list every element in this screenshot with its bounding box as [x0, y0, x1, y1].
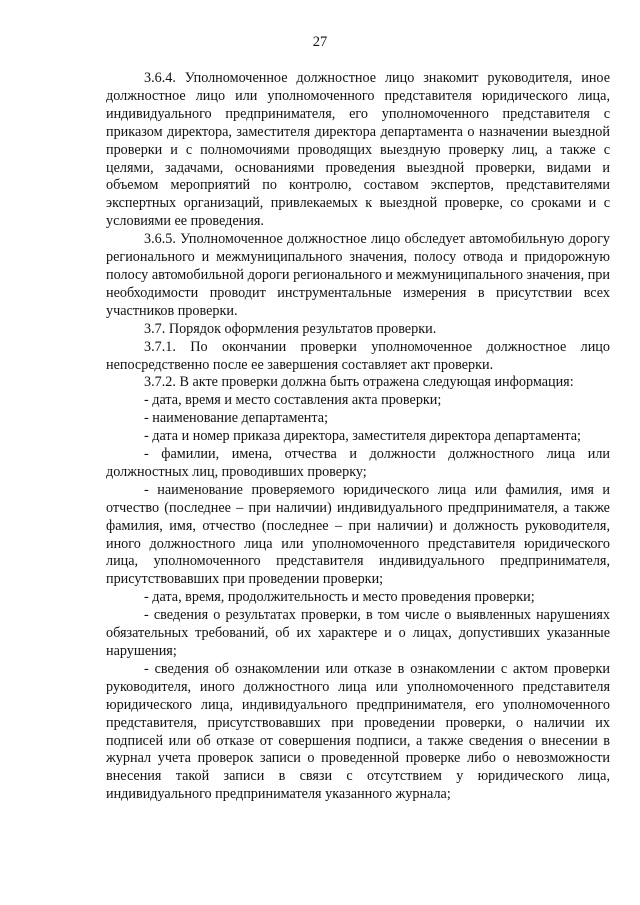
list-item-acknowledgement: - сведения об ознакомлении или отказе в ознакомлении с актом проверки руководителя, иного должностного лица или уполномоченного представителя юридического лица, индивидуального предпринимателя, его уполномоченного представителя, присутствовавших при проведении проверки, о наличии их подписей или об отказе от совершения подписи, а также сведения о внесении в журнал учета проверок записи о проведенной проверке либо о невозможности внесения такой записи в связи с отсутствием у юридического лица, индивидуального предпринимателя указанного журнала; [106, 660, 610, 803]
paragraph-3-6-5: 3.6.5. Уполномоченное должностное лицо обследует автомобильную дорогу регионального и межмуниципального значения, полосу отвода и придорожную полосу автомобильной дороги регионального и межмуниципального значения, при необходимости проводит инструментальные измерения в присутствии всех участников проверки. [106, 231, 610, 319]
list-item-inspected-entity: - наименование проверяемого юридического лица или фамилия, имя и отчество (последнее – при наличии) индивидуального предпринимателя, а также фамилия, имя, отчество (последнее – при наличии) и должность руководителя, иного должностного лица или уполномоченного представителя юридического лица, уполномоченного представителя индивидуального предпринимателя, присутствовавших при проведении проверки; [106, 481, 610, 588]
page-number: 27 [312, 34, 328, 50]
list-item-department-name: - наименование департамента; [144, 410, 329, 427]
list-item-inspectors: - фамилии, имена, отчества и должности должностного лица или должностных лиц, проводивших проверку; [106, 446, 610, 480]
paragraph-3-7-2: 3.7.2. В акте проверки должна быть отражена следующая информация: [144, 374, 574, 391]
list-item-inspection-time: - дата, время, продолжительность и место проведения проверки; [144, 589, 535, 606]
list-item-order-number: - дата и номер приказа директора, заместителя директора департамента; [144, 428, 581, 445]
list-item-results: - сведения о результатах проверки, в том числе о выявленных нарушениях обязательных требований, об их характере и о лицах, допустивших указанные нарушения; [106, 607, 610, 659]
paragraph-3-7-1: 3.7.1. По окончании проверки уполномоченное должностное лицо непосредственно после ее завершения составляет акт проверки. [106, 338, 610, 373]
paragraph-3-7: 3.7. Порядок оформления результатов проверки. [144, 320, 437, 337]
list-item-date-place: - дата, время и место составления акта проверки; [144, 392, 442, 409]
document-body [106, 70, 610, 804]
paragraph-3-6-4: 3.6.4. Уполномоченное должностное лицо знакомит руководителя, иное должностное лицо или уполномоченного представителя юридического лица, индивидуального предпринимателя, его уполномоченного представителя с приказом директора, заместителя директора департамента о назначении выездной проверки и с полномочиями проводящих выездную проверку лиц, а также с целями, задачами, основаниями проведения выездной проверки, видами и объемом мероприятий по контролю, составом экспертов, представителями экспертных организаций, привлекаемых к выездной проверке, со сроками и с условиями ее проведения. [106, 70, 610, 230]
